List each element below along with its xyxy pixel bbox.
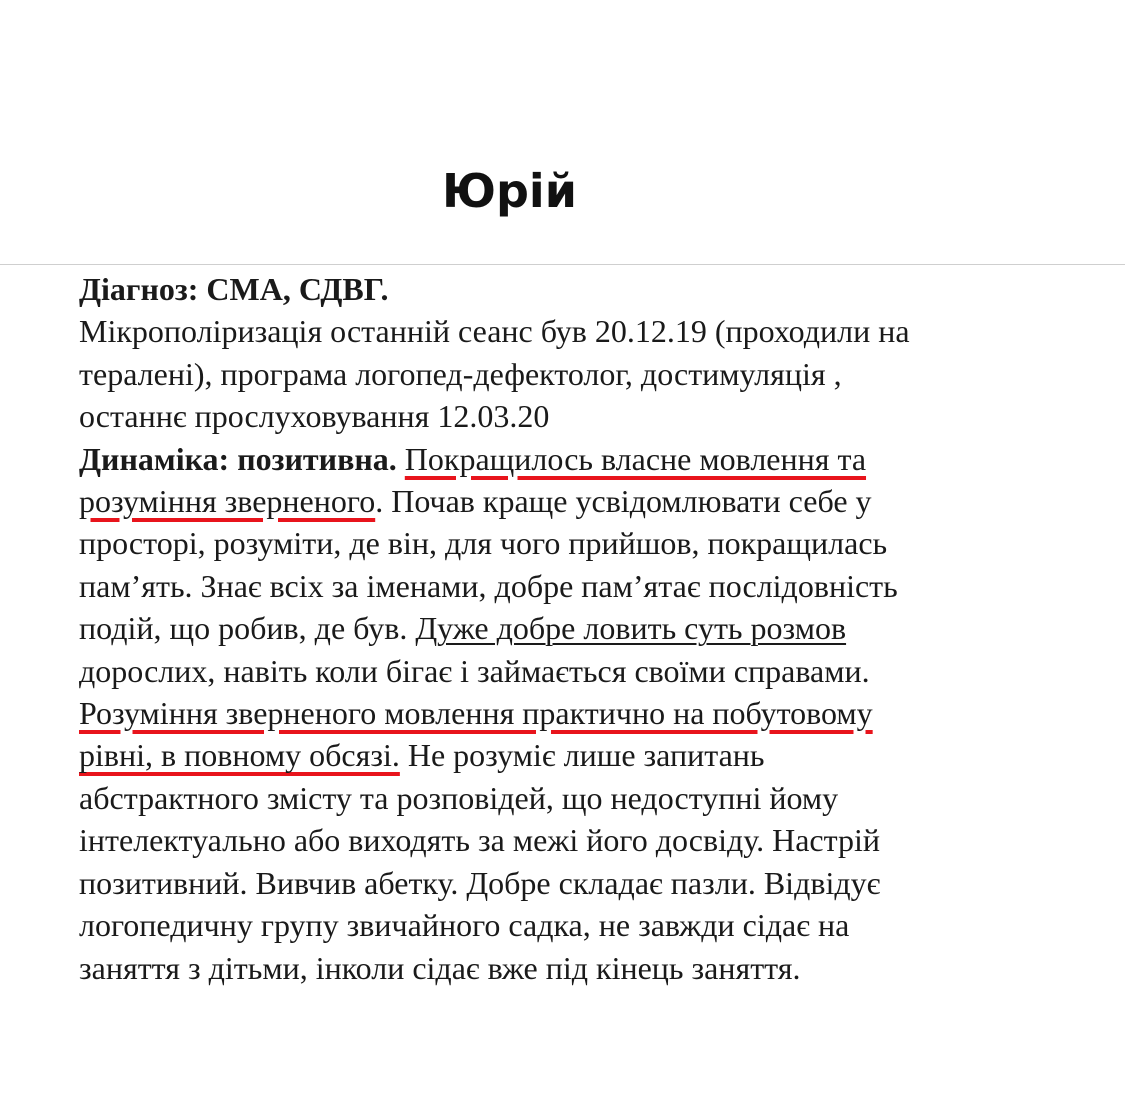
dynamics-line-13: заняття з дітьми, інколи сідає вже під кінець заняття. (79, 949, 801, 986)
treatment-line-3: останнє прослуховування 12.03.20 (79, 398, 550, 435)
red-underlined-phrase-1: Покращилось власне мовлення та (404, 440, 867, 477)
dynamics-line-9: абстрактного змісту та розповідей, що недоступні йому (79, 779, 839, 816)
dynamics-line-8 (79, 734, 1109, 776)
dynamics-line-10: інтелектуально або виходять за межі його досвіду. Настрій (79, 822, 880, 859)
dynamics-line-5 (79, 607, 1109, 649)
treatment-line-2: тералені), програма логопед-дефектолог, достимуляція , (79, 355, 842, 392)
dynamics-line-2 (79, 480, 1109, 522)
header-divider (0, 264, 1125, 265)
dynamics-line-12: логопедичну групу звичайного садка, не завжди сідає на (79, 907, 850, 944)
dynamics-line-5-start: подій, що робив, де був. (79, 610, 416, 647)
dynamics-line-11: позитивний. Вивчив абетку. Добре складає пазли. Відвідує (79, 864, 881, 901)
dynamics-line-8-rest: Не розуміє лише запитань (399, 737, 765, 774)
red-underlined-phrase-3: Розуміння зверненого мовлення практично на побутовому (79, 695, 873, 732)
black-underlined-phrase: Дуже добре ловить суть розмов (415, 610, 847, 647)
red-underlined-phrase-2: розуміння зверненого (79, 483, 376, 520)
dynamics-line-4: пам’ять. Знає всіх за іменами, добре пам’ятає послідовність (79, 567, 898, 604)
treatment-line-1: Мікрополіризація останній сеанс був 20.12.19 (проходили на (79, 313, 910, 350)
page-title: Юрій (442, 164, 577, 218)
dynamics-line-6: дорослих, навіть коли бігає і займається своїми справами. (79, 652, 870, 689)
red-underlined-phrase-4: рівні, в повному обсязі. (79, 737, 400, 774)
dynamics-line-2-rest: . Почав краще усвідомлювати себе у (375, 483, 872, 520)
diagnosis-line: Діагноз: СМА, СДВГ. (79, 271, 389, 307)
dynamics-line-3: просторі, розуміти, де він, для чого прийшов, покращилась (79, 525, 888, 562)
dynamics-label: Динаміка: позитивна. (79, 440, 397, 477)
dynamics-line-1 (79, 438, 1109, 480)
dynamics-line-7 (79, 692, 1109, 734)
document-body (79, 268, 1109, 989)
